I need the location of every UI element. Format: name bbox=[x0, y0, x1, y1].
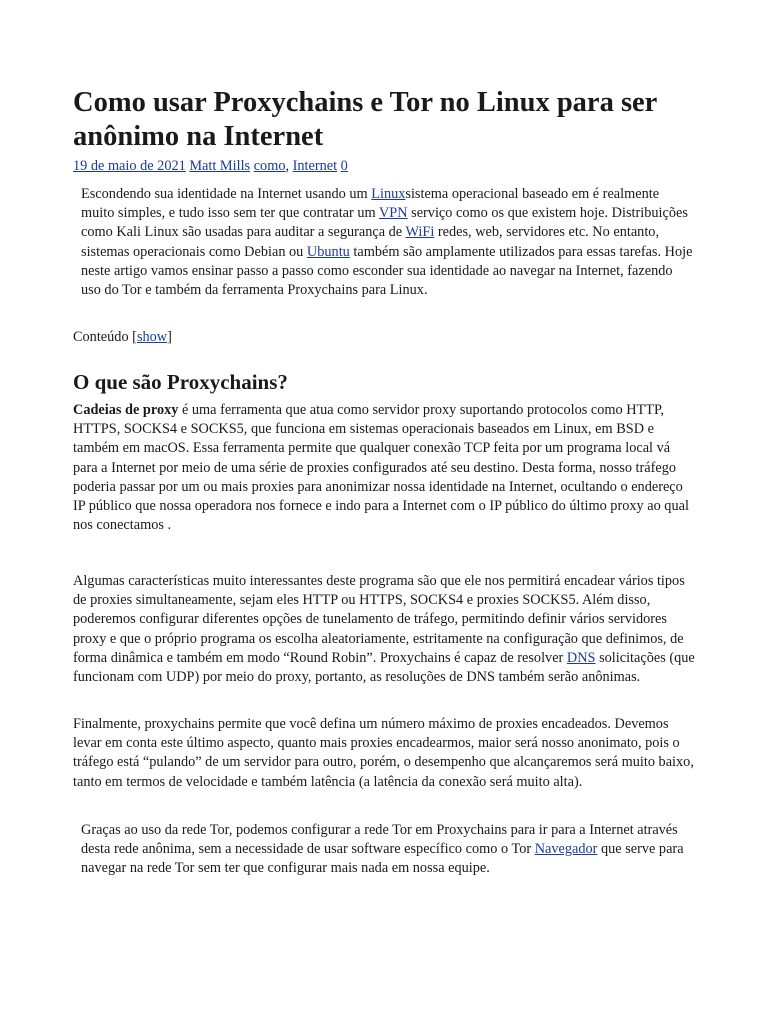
section-heading: O que são Proxychains? bbox=[73, 370, 288, 394]
linux-link[interactable]: Linux bbox=[371, 186, 406, 202]
table-of-contents bbox=[73, 328, 172, 347]
paragraph-text: que serve para navegar na rede Tor sem ter que configurar mais nada em nossa equipe. bbox=[81, 841, 684, 877]
date-link[interactable]: 19 de maio de 2021 bbox=[73, 158, 186, 174]
article-title: Como usar Proxychains e Tor no Linux para ser anônimo na Internet bbox=[73, 87, 657, 152]
paragraph-text: solicitações (que funcionam com UDP) por meio do proxy, portanto, as resoluções de DNS também serão anônimas. bbox=[73, 649, 695, 686]
ubuntu-link[interactable]: Ubuntu bbox=[306, 243, 350, 260]
comments-link[interactable]: 0 bbox=[340, 158, 348, 174]
author-link[interactable]: Matt Mills bbox=[189, 158, 251, 174]
bold-term: Cadeias de proxy bbox=[73, 402, 179, 418]
category-link-como[interactable]: como bbox=[253, 158, 286, 174]
toc-show-link[interactable]: show bbox=[136, 329, 168, 345]
intro-text: serviço como os que existem hoje. Distribuições como Kali Linux são usadas para auditar a segurança de bbox=[81, 205, 688, 241]
navegador-link[interactable]: Navegador bbox=[534, 841, 598, 858]
paragraph-tor bbox=[81, 821, 695, 879]
paragraph-max-proxies: Finalmente, proxychains permite que você defina um número máximo de proxies encadeados. Devemos levar em conta este último aspecto, quanto mais proxies encadearmos, maior será nosso anonimato, pois o tráfego está “pulando” de um servidor para outro, porém, o desempenho que alcançaremos será muito baixo, tanto em termos de velocidade e também latência (a latência da conexão será muito alta). bbox=[73, 716, 694, 790]
toc-bracket: ] bbox=[167, 329, 172, 345]
paragraph-text: Graças ao uso da rede Tor, podemos configurar a rede Tor em Proxychains para ir para a Internet através desta rede anônima, sem a necessidade de usar software específico como o Tor bbox=[81, 822, 678, 858]
paragraph-text: Algumas características muito interessantes deste programa são que ele nos permitirá encadear vários tipos de proxies simultaneamente, sejam eles HTTP ou HTTPS, SOCKS4 e proxies SOCKS5. Além disso, poderemos configurar diferentes opções de tunelamento de tráfego, permitindo definir vários servidores proxy e que o próprio programa os escolha aleatoriamente, estritamente na configuração que definimos, de forma dinâmica e também em modo “Round Robin”. Proxychains é capaz de resolver bbox=[73, 573, 685, 666]
intro-text: Escondendo sua identidade na Internet usando um bbox=[81, 186, 372, 202]
category-link-internet[interactable]: Internet bbox=[292, 158, 338, 174]
intro-paragraph bbox=[81, 185, 695, 300]
meta-separator: , bbox=[285, 158, 290, 174]
paragraph-features bbox=[73, 572, 695, 687]
wifi-link[interactable]: WiFi bbox=[405, 224, 435, 241]
paragraph-proxychains bbox=[73, 401, 695, 535]
article-meta bbox=[73, 157, 348, 176]
dns-link[interactable]: DNS bbox=[566, 649, 596, 666]
intro-text: também são amplamente utilizados para essas tarefas. Hoje neste artigo vamos ensinar passo a passo como esconder sua identidade ao navegar na Internet, fazendo uso do Tor e também da ferramenta Proxychains para Linux. bbox=[81, 243, 693, 299]
toc-label: Conteúdo [ bbox=[73, 329, 137, 345]
intro-text: redes, web, servidores etc. No entanto, sistemas operacionais como Debian ou bbox=[81, 224, 660, 260]
vpn-link[interactable]: VPN bbox=[378, 205, 408, 222]
intro-text: sistema operacional baseado em é realmente muito simples, e tudo isso sem ter que contratar um bbox=[81, 186, 660, 222]
paragraph-text: é uma ferramenta que atua como servidor proxy suportando protocolos como HTTP, HTTPS, SOCKS4 e SOCKS5, que funciona em sistemas operacionais baseados em Linux, em BSD e também em macOS. Essa ferramenta permite que qualquer conexão TCP feita por um programa local vá para a Internet por meio de uma série de proxies configurados até seu destino. Desta forma, nosso tráfego poderia passar por um ou mais proxies para anonimizar nossa identidade na Internet, ocultando o endereço IP público que nossa operadora nos fornece e indo para a Internet com o IP público do último proxy ao qual nos conectamos . bbox=[73, 402, 689, 534]
